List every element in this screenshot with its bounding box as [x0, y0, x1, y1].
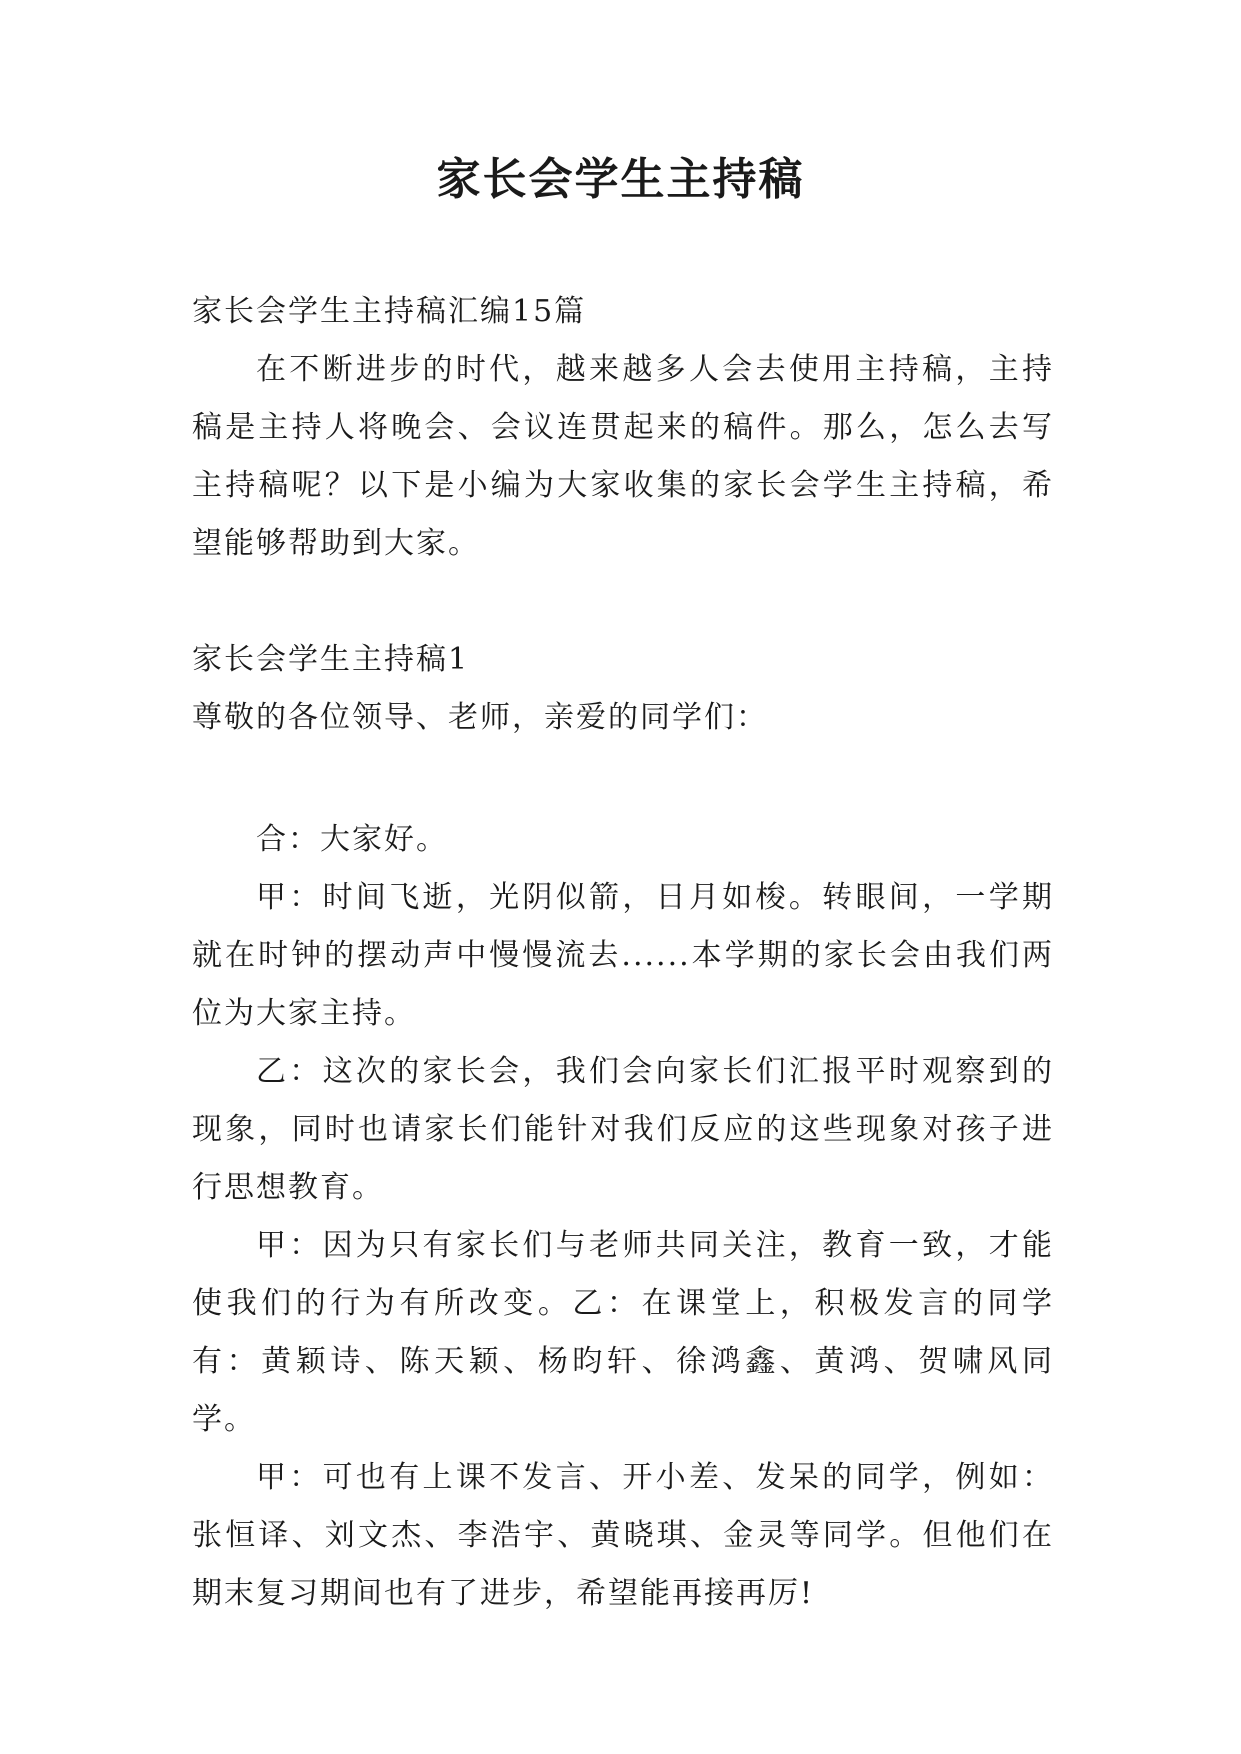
- document-title: 家长会学生主持稿: [436, 154, 805, 205]
- document-body: [192, 283, 1054, 1623]
- dialogue-paragraph: 甲：时间飞逝，光阴似箭，日月如梭。转眼间，一学期就在时钟的摆动声中慢慢流去......本学期的家长会由我们两位为大家主持。: [192, 880, 1054, 1031]
- greeting-line: 尊敬的各位领导、老师，亲爱的同学们：: [192, 700, 768, 735]
- dialogue-paragraph: 甲：因为只有家长们与老师共同关注，教育一致，才能使我们的行为有所改变。乙：在课堂上，积极发言的同学有：黄颖诗、陈天颖、杨昀轩、徐鸿鑫、黄鸿、贺啸风同学。: [192, 1228, 1054, 1437]
- dialogue-paragraph: 合：大家好。: [256, 822, 448, 857]
- document-subtitle: 家长会学生主持稿汇编15篇: [192, 294, 587, 329]
- dialogue-paragraph: 甲：可也有上课不发言、开小差、发呆的同学，例如：张恒译、刘文杰、李浩宇、黄晓琪、金灵等同学。但他们在期末复习期间也有了进步，希望能再接再厉!: [192, 1460, 1054, 1611]
- spacer: [192, 573, 1054, 631]
- intro-paragraph: 在不断进步的时代，越来越多人会去使用主持稿，主持稿是主持人将晚会、会议连贯起来的稿件。那么，怎么去写主持稿呢？以下是小编为大家收集的家长会学生主持稿，希望能够帮助到大家。: [192, 352, 1054, 561]
- section-title: 家长会学生主持稿1: [192, 642, 470, 677]
- spacer: [192, 747, 1054, 811]
- dialogue-paragraph: 乙：这次的家长会，我们会向家长们汇报平时观察到的现象，同时也请家长们能针对我们反应的这些现象对孩子进行思想教育。: [192, 1054, 1054, 1205]
